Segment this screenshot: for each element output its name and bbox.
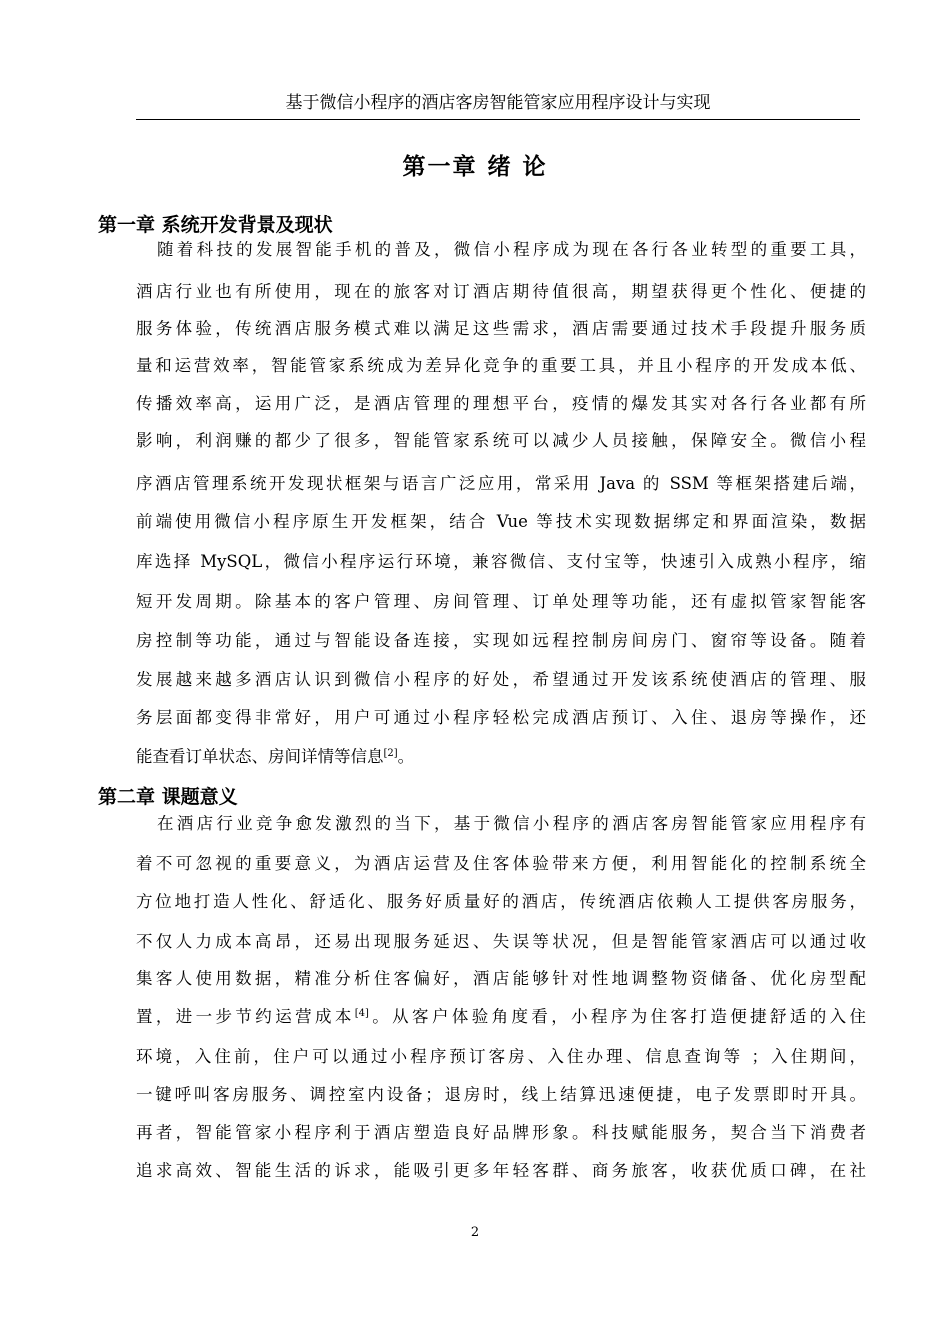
paragraph-line: 服务体验，传统酒店服务模式难以满足这些需求，酒店需要通过技术手段提升服务质 (136, 319, 866, 338)
paragraph-line: 务层面都变得非常好，用户可通过小程序轻松完成酒店预订、入住、退房等操作，还 (136, 708, 866, 727)
paragraph-line: 酒店行业也有所使用，现在的旅客对订酒店期待值很高，期望获得更个性化、便捷的 (136, 282, 866, 301)
running-header: 基于微信小程序的酒店客房智能管家应用程序设计与实现 (136, 92, 860, 120)
paragraph-line: 环境，入住前，住户可以通过小程序预订客房、入住办理、信息查询等 ；入住期间， (136, 1047, 866, 1066)
paragraph-line: 再者，智能管家小程序利于酒店塑造良好品牌形象。科技赋能服务，契合当下消费者 (136, 1123, 866, 1142)
chapter-title: 第一章 绪 论 (402, 154, 548, 180)
section-heading-background: 第一章 系统开发背景及现状 (98, 214, 333, 236)
line-text: 。 (397, 747, 415, 766)
paragraph-line: 不仅人力成本高昂，还易出现服务延迟、失误等状况，但是智能管家酒店可以通过收 (136, 932, 866, 951)
paragraph-line: 在酒店行业竞争愈发激烈的当下，基于微信小程序的酒店客房智能管家应用程序有 (157, 814, 866, 833)
section-heading-significance: 第二章 课题意义 (98, 786, 238, 808)
paragraph-line: 房控制等功能，通过与智能设备连接，实现如远程控制房间房门、窗帘等设备。随着 (136, 631, 866, 650)
page-number: 2 (470, 1225, 480, 1240)
paragraph-line: 方位地打造人性化、舒适化、服务好质量好的酒店，传统酒店依赖人工提供客房服务， (136, 892, 866, 911)
paragraph-line: 量和运营效率，智能管家系统成为差异化竞争的重要工具，并且小程序的开发成本低、 (136, 356, 866, 375)
paragraph-line: 库选择 MySQL，微信小程序运行环境，兼容微信、支付宝等，快速引入成熟小程序，缩 (136, 552, 866, 571)
paragraph-line: 集客人使用数据，精准分析住客偏好，酒店能够针对性地调整物资储备、优化房型配 (136, 969, 866, 988)
paragraph-line: 着不可忽视的重要意义，为酒店运营及住客体验带来方便，利用智能化的控制系统全 (136, 854, 866, 873)
citation-marker: [2] (383, 748, 398, 759)
paragraph-line (136, 1005, 866, 1029)
paragraph-line: 传播效率高，运用广泛，是酒店管理的理想平台，疫情的爆发其实对各行各业都有所 (136, 394, 866, 413)
line-text: 置，进一步节约运营成本 (136, 1007, 355, 1026)
paragraph-line: 影响，利润赚的都少了很多，智能管家系统可以减少人员接触，保障安全。微信小程 (136, 431, 866, 450)
paragraph-line (136, 745, 866, 769)
paragraph-line: 短开发周期。除基本的客户管理、房间管理、订单处理等功能，还有虚拟管家智能客 (136, 592, 866, 611)
paragraph-line: 一键呼叫客房服务、调控室内设备；退房时，线上结算迅速便捷，电子发票即时开具。 (136, 1085, 866, 1104)
paragraph-line: 随着科技的发展智能手机的普及，微信小程序成为现在各行各业转型的重要工具， (157, 240, 866, 259)
citation-marker: [4] (354, 1008, 369, 1019)
paragraph-line: 序酒店管理系统开发现状框架与语言广泛应用，常采用 Java 的 SSM 等框架搭建后端， (136, 474, 866, 493)
line-text: 。从客户体验角度看，小程序为住客打造便捷舒适的入住 (368, 1007, 867, 1026)
paragraph-line: 发展越来越多酒店认识到微信小程序的好处，希望通过开发该系统使酒店的管理、服 (136, 670, 866, 689)
line-text: 能查看订单状态、房间详情等信息 (136, 747, 384, 766)
paragraph-line: 追求高效、智能生活的诉求，能吸引更多年轻客群、商务旅客，收获优质口碑，在社 (136, 1161, 866, 1180)
paragraph-line: 前端使用微信小程序原生开发框架，结合 Vue 等技术实现数据绑定和界面渲染，数据 (136, 512, 866, 531)
